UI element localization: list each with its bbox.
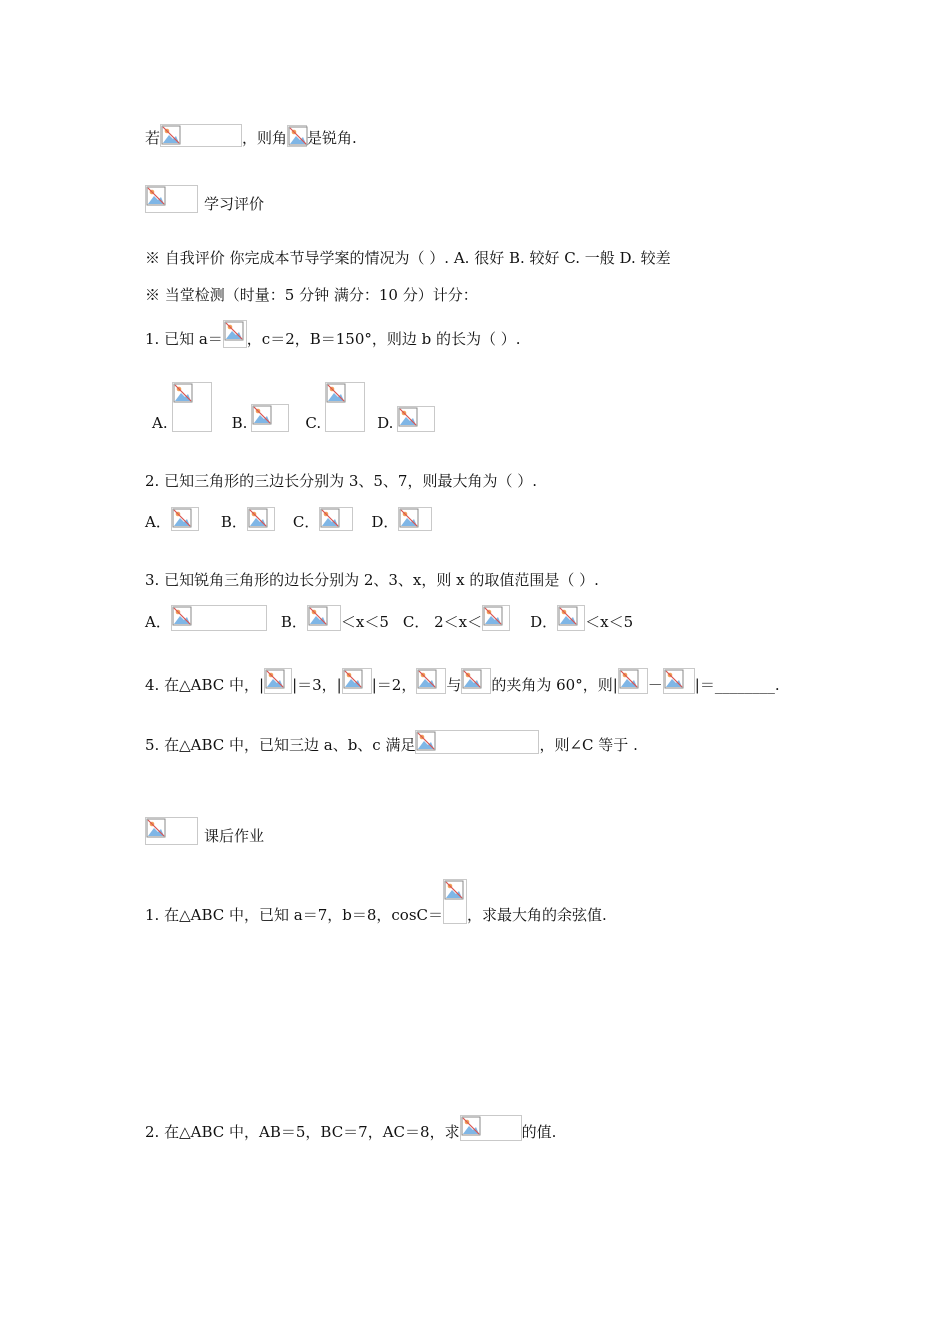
option-c-label: C. bbox=[305, 414, 322, 432]
section-title: 学习评价 bbox=[204, 195, 265, 213]
class-test-line bbox=[145, 286, 478, 304]
text: |＝________. bbox=[694, 676, 780, 694]
text: |＝3，| bbox=[292, 676, 342, 694]
option-a-label: A． bbox=[145, 613, 171, 631]
broken-image-icon bbox=[343, 669, 363, 689]
question-4 bbox=[145, 668, 780, 694]
option-d-label: D． bbox=[530, 613, 558, 631]
broken-image-icon bbox=[252, 405, 272, 425]
option-d-label: D. bbox=[377, 414, 394, 432]
option-b-tail: ＜x＜5 bbox=[340, 613, 389, 631]
vector-image bbox=[618, 668, 648, 694]
question-3 bbox=[145, 571, 599, 589]
option-d-tail: ＜x＜5 bbox=[585, 613, 634, 631]
broken-image-icon bbox=[265, 669, 285, 689]
vector-image bbox=[416, 668, 446, 694]
text: ，则∠C 等于 . bbox=[539, 736, 638, 754]
formula-image bbox=[443, 879, 467, 924]
option-d-label: D． bbox=[371, 513, 399, 531]
broken-image-icon bbox=[320, 508, 340, 528]
broken-image-icon bbox=[417, 669, 437, 689]
formula-image bbox=[415, 730, 539, 754]
formula-image bbox=[287, 125, 307, 147]
text: 5. 在△ABC 中，已知三边 a、b、c 满足 bbox=[145, 736, 416, 754]
option-b-image bbox=[251, 404, 289, 432]
option-c-label: C． bbox=[292, 513, 320, 531]
question-3-options bbox=[145, 605, 633, 631]
formula-image bbox=[223, 320, 247, 348]
broken-image-icon bbox=[146, 186, 166, 206]
option-d-image bbox=[557, 605, 585, 631]
question-1-options bbox=[152, 382, 435, 432]
text: ，c＝2，B＝150°，则边 b 的长为（ ）. bbox=[246, 330, 521, 348]
broken-image-icon bbox=[288, 126, 308, 146]
broken-image-icon bbox=[558, 606, 578, 626]
text: 的值. bbox=[521, 1123, 557, 1141]
text: 1. 已知 a＝ bbox=[145, 330, 223, 348]
vector-image bbox=[342, 668, 372, 694]
broken-image-icon bbox=[326, 383, 346, 403]
text: 与 bbox=[446, 676, 462, 694]
text: ※ 自我评价 你完成本节导学案的情况为（ ）. A. 很好 B. 较好 C. 一般 D. 较差 bbox=[145, 249, 671, 267]
broken-image-icon bbox=[248, 508, 268, 528]
broken-image-icon bbox=[224, 321, 244, 341]
section-icon-image bbox=[145, 817, 198, 845]
broken-image-icon bbox=[398, 407, 418, 427]
section-title: 课后作业 bbox=[204, 827, 265, 845]
broken-image-icon bbox=[173, 383, 193, 403]
broken-image-icon bbox=[664, 669, 684, 689]
broken-image-icon bbox=[461, 1116, 481, 1136]
vector-image bbox=[663, 668, 695, 694]
option-c-image bbox=[482, 605, 510, 631]
text: 1. 在△ABC 中，已知 a＝7，b＝8，cosC＝ bbox=[145, 906, 444, 924]
question-5 bbox=[145, 730, 638, 754]
formula-image bbox=[460, 1115, 522, 1141]
broken-image-icon bbox=[444, 880, 464, 900]
broken-image-icon bbox=[399, 508, 419, 528]
formula-image bbox=[160, 124, 242, 147]
option-a-image bbox=[171, 605, 267, 631]
broken-image-icon bbox=[483, 606, 503, 626]
section-heading-evaluation bbox=[145, 185, 264, 213]
broken-image-icon bbox=[308, 606, 328, 626]
option-a-label: A． bbox=[145, 513, 171, 531]
broken-image-icon bbox=[619, 669, 639, 689]
section-heading-homework bbox=[145, 817, 264, 845]
homework-2 bbox=[145, 1115, 556, 1141]
option-d-image bbox=[398, 507, 432, 531]
option-a-image bbox=[172, 382, 212, 432]
text: 2. 在△ABC 中，AB＝5，BC＝7，AC＝8，求 bbox=[145, 1123, 460, 1141]
option-d-image bbox=[397, 406, 435, 432]
broken-image-icon bbox=[462, 669, 482, 689]
text: ，则角 bbox=[242, 129, 288, 147]
text: 是锐角. bbox=[307, 129, 357, 147]
text: － bbox=[647, 676, 663, 694]
text: ，求最大角的余弦值. bbox=[467, 906, 607, 924]
text: 的夹角为 60°，则| bbox=[491, 676, 618, 694]
broken-image-icon bbox=[172, 508, 192, 528]
question-2-options bbox=[145, 507, 432, 531]
text: 4. 在△ABC 中，| bbox=[145, 676, 265, 694]
option-b-label: B． bbox=[280, 613, 307, 631]
option-b-image bbox=[307, 605, 341, 631]
question-1 bbox=[145, 320, 521, 348]
question-2 bbox=[145, 472, 537, 490]
vector-image bbox=[264, 668, 292, 694]
text: 2. 已知三角形的三边长分别为 3、5、7，则最大角为（ ）. bbox=[145, 472, 538, 490]
broken-image-icon bbox=[161, 125, 181, 145]
option-c-image bbox=[319, 507, 353, 531]
option-a-label: A. bbox=[152, 414, 168, 432]
text: ※ 当堂检测（时量：5 分钟 满分：10 分）计分： bbox=[145, 286, 478, 304]
broken-image-icon bbox=[146, 818, 166, 838]
line-acute-angle bbox=[145, 124, 357, 147]
homework-1 bbox=[145, 879, 607, 924]
text: 3. 已知锐角三角形的边长分别为 2、3、x，则 x 的取值范围是（ ）. bbox=[145, 571, 599, 589]
option-b-image bbox=[247, 507, 275, 531]
self-evaluation-line bbox=[145, 249, 671, 267]
broken-image-icon bbox=[416, 731, 436, 751]
option-b-label: B． bbox=[220, 513, 247, 531]
option-a-image bbox=[171, 507, 199, 531]
option-c-label: C． 2＜x＜ bbox=[402, 613, 483, 631]
text: 若 bbox=[145, 129, 161, 147]
broken-image-icon bbox=[172, 606, 192, 626]
option-b-label: B. bbox=[231, 414, 248, 432]
option-c-image bbox=[325, 382, 365, 432]
text: |＝2， bbox=[371, 676, 417, 694]
vector-image bbox=[461, 668, 491, 694]
section-icon-image bbox=[145, 185, 198, 213]
